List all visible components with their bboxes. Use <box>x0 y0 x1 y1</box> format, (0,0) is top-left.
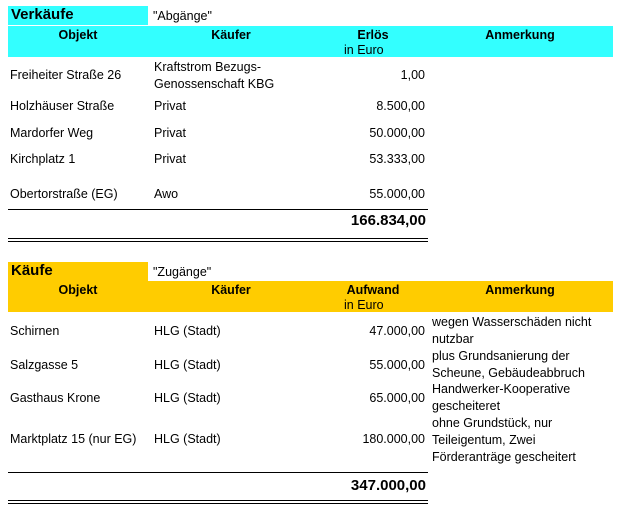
col-kaeufer-header: Käufer <box>211 283 251 297</box>
cell-betrag: 65.000,00 <box>369 391 425 405</box>
cell-anmerkung: ohne Grundstück, nur <box>432 416 553 430</box>
col-erloes-header: Erlös <box>357 28 389 42</box>
kaeufe-double-underline <box>8 503 428 504</box>
kaeufe-row-divider <box>8 472 428 473</box>
cell-kaeufer: Awo <box>154 187 179 201</box>
col-aufwand-header: Aufwand <box>346 283 400 297</box>
col-objekt-header: Objekt <box>58 283 98 297</box>
cell-kaeufer: HLG (Stadt) <box>154 324 221 338</box>
col-anmerkung-header: Anmerkung <box>485 283 555 297</box>
kaeufe-subtitle: "Zugänge" <box>153 265 212 279</box>
cell-objekt: Holzhäuser Straße <box>10 99 115 113</box>
cell-objekt: Obertorstraße (EG) <box>10 187 118 201</box>
verkaeufe-total: 166.834,00 <box>350 212 426 229</box>
cell-betrag: 53.333,00 <box>369 152 425 166</box>
verkaeufe-double-underline <box>8 241 428 242</box>
kaeufe-header <box>8 281 613 312</box>
verkaeufe-row-divider <box>8 209 428 210</box>
cell-kaeufer: HLG (Stadt) <box>154 432 221 446</box>
verkaeufe-header <box>8 26 613 57</box>
cell-betrag: 180.000,00 <box>362 432 425 446</box>
cell-kaeufer: HLG (Stadt) <box>154 391 221 405</box>
cell-objekt: Freiheiter Straße 26 <box>10 68 122 82</box>
cell-betrag: 8.500,00 <box>376 99 425 113</box>
col-kaeufer-header: Käufer <box>211 28 251 42</box>
cell-kaeufer: Privat <box>154 126 186 140</box>
kaeufe-double-underline <box>8 500 428 501</box>
cell-objekt: Kirchplatz 1 <box>10 152 76 166</box>
col-erloes-unit: in Euro <box>344 43 384 57</box>
cell-kaeufer: Privat <box>154 152 186 166</box>
cell-anmerkung: Scheune, Gebäudeabbruch <box>432 366 585 380</box>
cell-objekt: Salzgasse 5 <box>10 358 79 372</box>
cell-betrag: 55.000,00 <box>369 187 425 201</box>
cell-anmerkung: Förderanträge gescheitert <box>432 450 576 464</box>
cell-anmerkung: nutzbar <box>432 332 474 346</box>
kaeufe-title: Käufe <box>8 262 148 281</box>
cell-anmerkung: plus Grundsanierung der <box>432 349 570 363</box>
cell-objekt: Schirnen <box>10 324 60 338</box>
cell-betrag: 1,00 <box>400 68 425 82</box>
cell-kaeufer: Kraftstrom Bezugs- <box>154 60 261 74</box>
cell-betrag: 55.000,00 <box>369 358 425 372</box>
cell-anmerkung: Teileigentum, Zwei <box>432 433 536 447</box>
cell-objekt: Mardorfer Weg <box>10 126 94 140</box>
kaeufe-total: 347.000,00 <box>350 477 426 494</box>
cell-kaeufer: HLG (Stadt) <box>154 358 221 372</box>
cell-objekt: Marktplatz 15 (nur EG) <box>10 432 137 446</box>
cell-objekt: Gasthaus Krone <box>10 391 101 405</box>
verkaeufe-title: Verkäufe <box>8 6 148 25</box>
cell-anmerkung: wegen Wasserschäden nicht <box>432 315 592 329</box>
cell-anmerkung: Handwerker-Kooperative <box>432 382 571 396</box>
cell-kaeufer: Privat <box>154 99 186 113</box>
col-aufwand-unit: in Euro <box>344 298 384 312</box>
cell-kaeufer: Genossenschaft KBG <box>154 77 275 91</box>
col-anmerkung-header: Anmerkung <box>485 28 555 42</box>
verkaeufe-subtitle: "Abgänge" <box>153 9 212 23</box>
cell-betrag: 47.000,00 <box>369 324 425 338</box>
cell-anmerkung: gescheiteret <box>432 399 501 413</box>
col-objekt-header: Objekt <box>58 28 98 42</box>
cell-betrag: 50.000,00 <box>369 126 425 140</box>
verkaeufe-double-underline <box>8 238 428 239</box>
